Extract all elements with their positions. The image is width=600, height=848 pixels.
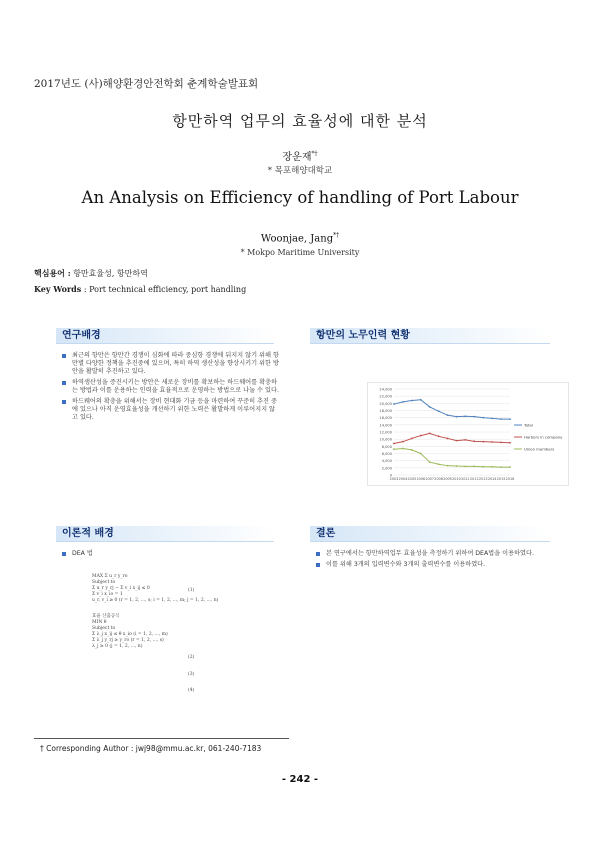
- x-tick-label: 2014: [487, 477, 497, 481]
- formula-line: Σ λ_j x_ij ≤ θ x_io (i = 1, 2, ..., m): [92, 632, 168, 637]
- data-point: [456, 465, 458, 467]
- data-point: [393, 448, 395, 450]
- data-point: [447, 438, 449, 440]
- author-korean-name: 장운재: [282, 152, 312, 163]
- data-point: [473, 440, 475, 442]
- x-tick-label: 2016: [505, 477, 515, 481]
- data-point: [420, 399, 422, 401]
- y-tick-label: 12,000: [379, 430, 392, 435]
- author-english: [0, 232, 600, 244]
- author-korean-mark: *†: [311, 150, 318, 158]
- keywords-korean-label: 핵심용어 :: [34, 268, 71, 278]
- data-point: [482, 417, 484, 419]
- formula-line: Σ v_i x_io = 1: [92, 592, 123, 597]
- data-point: [438, 435, 440, 437]
- data-point: [491, 417, 493, 419]
- footnote-corresponding-author: † Corresponding Author : jwj98@mmu.ac.kr, 061-240-7183: [40, 744, 262, 753]
- formula-line: Subject to: [92, 580, 116, 585]
- page-number: - 242 -: [281, 774, 319, 785]
- title-korean: 항만하역 업무의 효율성에 대한 분석: [172, 112, 428, 130]
- data-point: [420, 453, 422, 455]
- author-english-name: Woonjae, Jang: [260, 233, 334, 245]
- background-bullet: 하역생산성을 증진시키는 방안은 새로운 장비를 확보하는 하드웨어를 확충하는 방법과 이를 운용하는 인력을 효율적으로 운영하는 방법으로 나눌 수 있다.: [62, 379, 280, 395]
- y-tick-label: 24,000: [379, 387, 392, 392]
- series-line: [394, 448, 510, 467]
- section-labour-header: 항만의 노무인력 현황: [310, 328, 550, 344]
- x-tick-label: 2009: [443, 477, 452, 481]
- y-tick-label: 10,000: [379, 437, 392, 442]
- formula-line: 효율 산출공식: [92, 614, 120, 619]
- labour-line-chart: [368, 383, 568, 485]
- x-tick-label: 2008: [434, 477, 443, 481]
- data-point: [500, 418, 502, 420]
- formula-number: (4): [188, 688, 195, 693]
- data-point: [420, 435, 422, 437]
- background-bullet: 최근의 항만은 항만간 경쟁이 심화에 따라 중심항 경쟁에 뒤지지 않기 위해 항만별 다양한 정책을 추진중에 있으며, 특히 하역 생산성을 향상시키기 위한 방안을 활발히 추진하고 있다.: [62, 352, 280, 376]
- data-point: [464, 466, 466, 468]
- formula-line: MAX Σ u_r y_ro: [92, 574, 128, 579]
- data-point: [429, 433, 431, 435]
- dea-formula-block: [92, 574, 222, 650]
- footnote-rule: [34, 738, 289, 739]
- keywords-korean: [34, 268, 148, 279]
- keywords-english-label: Key Words: [34, 284, 82, 294]
- legend-label: Harbors in company: [524, 434, 563, 440]
- data-point: [393, 403, 395, 405]
- data-point: [473, 466, 475, 468]
- y-tick-label: 8,000: [381, 444, 392, 449]
- formula-line: Σ u_r y_rj − Σ v_i x_ij ≤ 0: [92, 586, 150, 591]
- data-point: [500, 466, 502, 468]
- theory-bullet-dea: DEA 법: [62, 550, 262, 558]
- data-point: [464, 415, 466, 417]
- background-bullet: 하드웨어의 확충을 위해서는 장비 현대화 기금 등을 마련하여 꾸준히 추진 중에 있으나 아직 운영효율성을 개선하기 위한 노력은 활발하게 이루어지지 않고 있다.: [62, 398, 280, 422]
- y-tick-label: 16,000: [379, 416, 392, 421]
- author-english-mark: *†: [333, 232, 340, 239]
- legend-label: Union members: [524, 446, 555, 452]
- data-point: [402, 401, 404, 403]
- conclusion-bullet: 이를 위해 3개의 입력변수와 3개의 출력변수를 이용하였다.: [316, 561, 550, 569]
- x-tick-label: 2004: [398, 477, 408, 481]
- formula-number: (3): [188, 672, 195, 677]
- formula-line: MIN θ: [92, 620, 107, 625]
- formula-line: λ_j ≥ 0 (j = 1, 2, ..., n): [92, 644, 143, 649]
- y-tick-label: 14,000: [379, 423, 392, 428]
- data-point: [411, 400, 413, 402]
- x-tick-label: 2006: [416, 477, 426, 481]
- x-tick-label: 2005: [407, 477, 417, 481]
- title-english: An Analysis on Efficiency of handling of Port Labour: [81, 188, 519, 207]
- data-point: [438, 410, 440, 412]
- background-bullets: [62, 352, 280, 425]
- y-tick-label: 6,000: [381, 452, 392, 456]
- data-point: [447, 414, 449, 416]
- data-point: [509, 442, 511, 444]
- x-tick-label: 2015: [496, 477, 506, 481]
- data-point: [500, 441, 502, 443]
- conclusion-bullets: [316, 550, 550, 572]
- formula-number: (2): [188, 655, 195, 660]
- data-point: [402, 441, 404, 443]
- affiliation-english: * Mokpo Maritime University: [240, 248, 360, 257]
- data-point: [447, 465, 449, 467]
- data-point: [482, 441, 484, 443]
- formula-line: Σ λ_j y_rj ≥ y_ro (r = 1, 2, ..., s): [92, 638, 164, 643]
- labour-chart: [367, 382, 569, 486]
- conclusion-bullet: 본 연구에서는 항만하역업무 효율성을 측정하기 위하여 DEA법을 이용하였다.: [316, 550, 550, 558]
- x-tick-label: 2003: [389, 477, 399, 481]
- theory-bullets: [62, 550, 262, 561]
- data-point: [491, 441, 493, 443]
- keywords-english-text: : Port technical efficiency, port handling: [83, 285, 247, 294]
- author-korean: [0, 148, 600, 163]
- y-tick-label: 0: [389, 473, 392, 478]
- data-point: [456, 440, 458, 442]
- section-background-header: 연구배경: [56, 328, 274, 344]
- formula-line: Subject to: [92, 626, 116, 631]
- y-tick-label: 4,000: [381, 459, 392, 464]
- data-point: [464, 439, 466, 441]
- data-point: [473, 416, 475, 418]
- section-theory-header: 이론적 배경: [56, 526, 274, 542]
- x-tick-label: 2012: [469, 477, 479, 481]
- legend-label: Total: [524, 422, 533, 428]
- data-point: [491, 466, 493, 468]
- conference-name: 2017년도 (사)해양환경안전학회 춘계학술발표회: [34, 78, 259, 90]
- data-point: [411, 449, 413, 451]
- y-tick-label: 2,000: [381, 466, 392, 471]
- data-point: [429, 406, 431, 408]
- affiliation-korean: * 목포해양대학교: [267, 166, 333, 176]
- y-tick-label: 20,000: [379, 401, 392, 406]
- data-point: [402, 448, 404, 450]
- data-point: [509, 418, 511, 420]
- data-point: [482, 466, 484, 468]
- formula-line: u_r, v_i ≥ 0 (r = 1, 2, ..., s; i = 1, 2, ..., m; j = 1, 2, ..., n): [92, 598, 219, 603]
- y-tick-label: 22,000: [379, 394, 392, 399]
- x-tick-label: 2010: [452, 477, 461, 481]
- y-tick-label: 18,000: [379, 409, 392, 413]
- data-point: [393, 443, 395, 445]
- x-tick-label: 2011: [461, 477, 470, 481]
- data-point: [438, 463, 440, 465]
- keywords-english: [34, 284, 246, 294]
- data-point: [411, 438, 413, 440]
- data-point: [509, 466, 511, 468]
- section-conclusion-header: 결론: [310, 526, 550, 542]
- x-tick-label: 2013: [478, 477, 488, 481]
- series-line: [394, 400, 510, 419]
- data-point: [456, 416, 458, 418]
- keywords-korean-text: 항만효율성, 항만하역: [73, 269, 148, 278]
- data-point: [429, 461, 431, 463]
- x-tick-label: 2007: [425, 477, 435, 481]
- formula-number: (1): [188, 588, 195, 593]
